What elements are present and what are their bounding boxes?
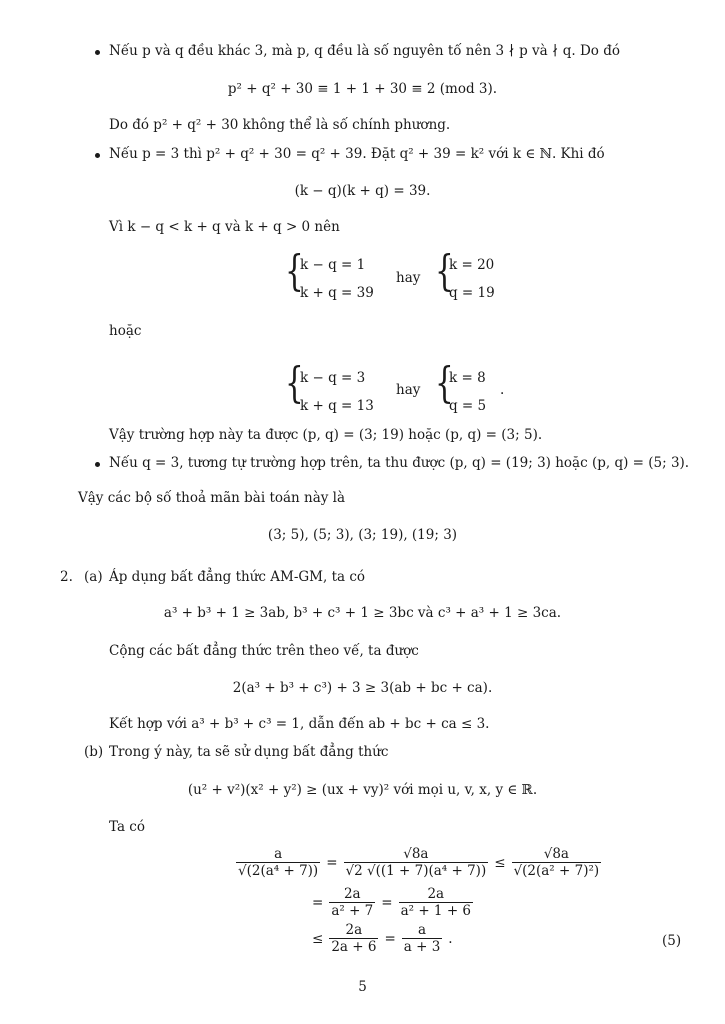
item-p-equals-3: Nếu p = 3 thì p² + q² + 30 = q² + 39. Đặt q² + 39 = k² với k ∈ ℕ. Khi đó bbox=[109, 146, 605, 162]
solution-list: (3; 5), (5; 3), (3; 19), (19; 3) bbox=[267, 527, 458, 543]
sum-text: Cộng các bất đẳng thức trên theo vế, ta được bbox=[109, 643, 419, 659]
cauchy-schwarz: (u² + v²)(x² + y²) ≥ (ux + vy)² với mọi u, v, x, y ∈ ℝ. bbox=[187, 782, 538, 798]
part-a-text: Áp dụng bất đẳng thức AM-GM, ta có bbox=[109, 569, 366, 585]
derivation-row-3: ≤ $\frac{2a}{2a + 6}$ = $\frac{a}{a + 3}$ . bbox=[312, 922, 453, 955]
page-number: 5 bbox=[358, 979, 367, 995]
part-b-label: (b) bbox=[84, 744, 104, 760]
derivation-row-1: $\frac{a}{\text{√(2(a⁴ + 7))}}$ = $\frac{√8a}{\text{√2 √((1 + 7)(a⁴ + 7))}}$ ≤ $\frac{√8a}{\text{√(2(a² + 7)²)}}$ bbox=[238, 846, 600, 879]
item-q-equals-3: Nếu q = 3, tương tự trường hợp trên, ta thu được (p, q) = (19; 3) hoặc (p, q) = (5; 3). bbox=[109, 455, 690, 471]
bullet-1 bbox=[95, 50, 100, 55]
problem-2-number: 2. bbox=[60, 569, 73, 585]
bullet-2 bbox=[95, 153, 100, 158]
amgm-inequalities: a³ + b³ + 1 ≥ 3ab, b³ + c³ + 1 ≥ 3bc và c³ + a³ + 1 ≥ 3ca. bbox=[163, 605, 562, 621]
equation-factor: (k − q)(k + q) = 39. bbox=[294, 183, 431, 199]
taco-text: Ta có bbox=[109, 819, 145, 835]
case-result: Vậy trường hợp này ta được (p, q) = (3; 19) hoặc (p, q) = (3; 5). bbox=[109, 427, 543, 443]
bullet-3 bbox=[95, 462, 100, 467]
combine-text: Kết hợp với a³ + b³ + c³ = 1, dẫn đến ab + bc + ca ≤ 3. bbox=[109, 716, 490, 732]
equation-number: (5) bbox=[662, 933, 682, 949]
derivation-row-2: = $\frac{2a}{\text{a² + 7}}$ = $\frac{2a}{\text{a² + 1 + 6}}$ bbox=[312, 886, 472, 919]
conclusion-not-square: Do đó p² + q² + 30 không thể là số chính phương. bbox=[109, 117, 451, 133]
conclusion-text: Vậy các bộ số thoả mãn bài toán này là bbox=[78, 490, 346, 506]
part-b-text: Trong ý này, ta sẽ sử dụng bất đẳng thức bbox=[109, 744, 389, 760]
hoac-text: hoặc bbox=[109, 323, 142, 339]
since-line: Vì k − q < k + q và k + q > 0 nên bbox=[109, 219, 340, 235]
item-p-q-not3: Nếu p và q đều khác 3, mà p, q đều là số nguyên tố nên 3 ∤ p và ∤ q. Do đó bbox=[109, 43, 620, 59]
part-a-label: (a) bbox=[84, 569, 103, 585]
equation-mod3: p² + q² + 30 ≡ 1 + 1 + 30 ≡ 2 (mod 3). bbox=[227, 81, 498, 97]
sum-equation: 2(a³ + b³ + c³) + 3 ≥ 3(ab + bc + ca). bbox=[232, 680, 493, 696]
